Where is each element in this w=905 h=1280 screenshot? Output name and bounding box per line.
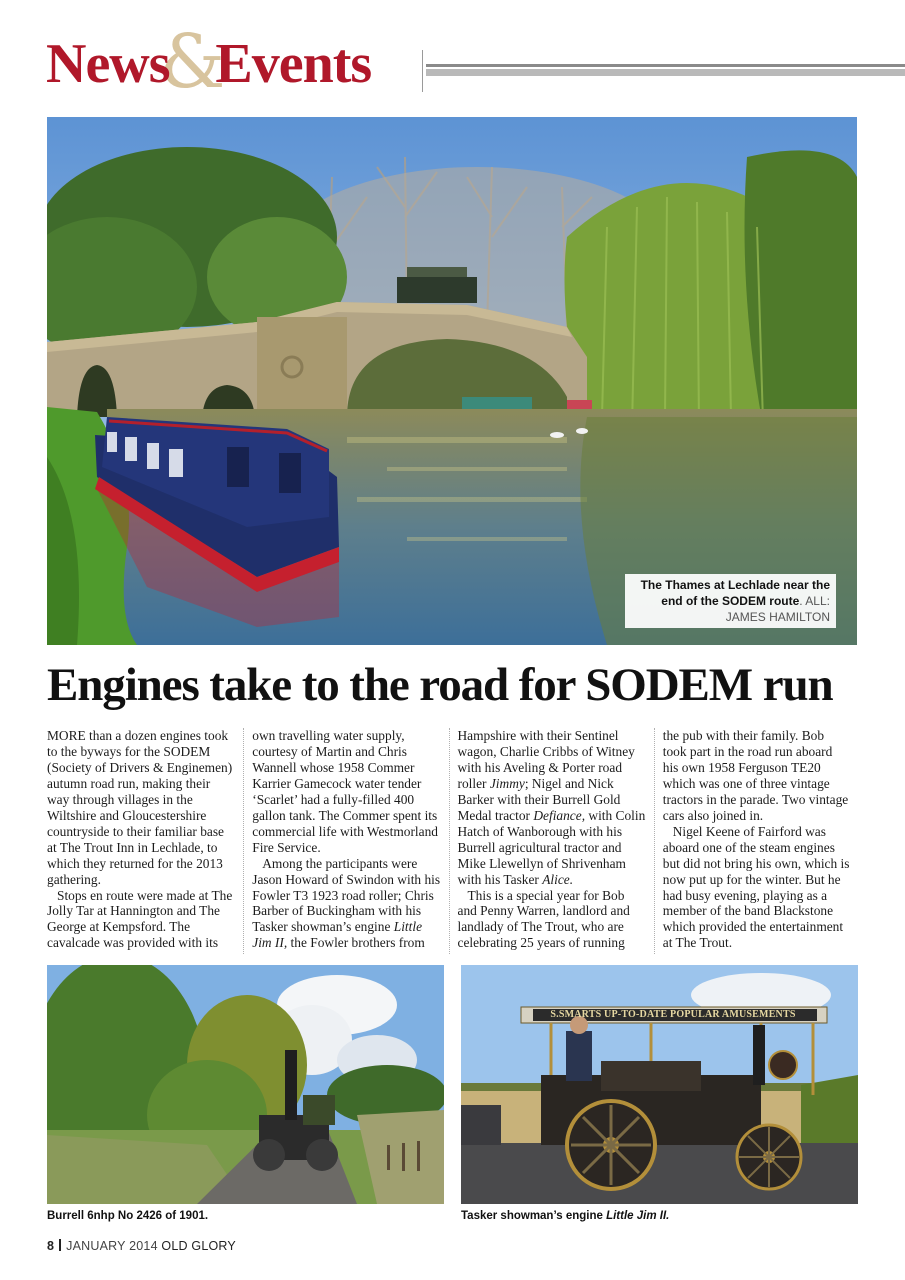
text-run: Hampshire with their Sentinel wagon, Charlie Cribbs of Witney with his Aveling & Porter road roller [457, 728, 635, 791]
engine-name-italic: Jimmy [489, 775, 525, 791]
masthead-word-events: Events [215, 33, 372, 95]
paragraph [458, 728, 646, 888]
article-column-2 [243, 728, 448, 954]
article-column-1 [47, 728, 243, 954]
burrell-photo-caption: Burrell 6nhp No 2426 of 1901. [47, 1210, 209, 1222]
magazine-title: OLD GLORY [161, 1239, 236, 1253]
showmans-sign-text: S.SMARTS UP-TO-DATE POPULAR AMUSEMENTS [550, 1009, 796, 1020]
text-run: with Colin Hatch of Wanborough with his Burrell agricultural tractor and Mike Llewellyn of Shrivenham with his Tasker [457, 807, 646, 887]
paragraph: Nigel Keene of Fairford was aboard one of the steam engines but did not bring his own, which is now put up for the winter. But he had busy evening, playing as a member of the band Blackstone which provided the entertainment at The Trout. [662, 823, 850, 951]
paragraph: Stops en route were made at The Jolly Tar at Hannington and The George at Kempsford. The cavalcade was provided with its [47, 887, 233, 951]
tasker-engine-photo [461, 965, 858, 1204]
paragraph [252, 856, 440, 952]
caption-engine-name: Little Jim II. [606, 1210, 670, 1222]
thames-lechlade-photo [47, 117, 857, 645]
tasker-showmans-engine-illustration [461, 965, 858, 1204]
article-headline: Engines take to the road for SODEM run [47, 659, 833, 711]
text-run: the Fowler brothers from [287, 935, 425, 951]
article-body [47, 728, 859, 954]
header-divider [422, 50, 423, 92]
burrell-engine-lane-illustration [47, 965, 444, 1204]
paragraph: MORE than a dozen engines took to the byways for the SODEM (Society of Drivers & Enginemen) autumn road run, making their way through villages in the Wiltshire and Gloucestershire countryside to their familiar base at The Trout Inn in Lechlade, to which they returned for the 2013 gathering. [47, 728, 233, 887]
article-column-3 [449, 728, 654, 954]
header-rule [426, 64, 905, 76]
article-column-4 [654, 728, 859, 954]
page-footer [47, 1239, 236, 1253]
paragraph: the pub with their family. Bob took part in the road run aboard his own 1958 Ferguson TE20 which was one of three vintage tractors in the parade. Two vintage cars also joined in. [662, 728, 849, 823]
thames-bridge-narrowboat-illustration [47, 117, 857, 645]
main-photo-caption-title: The Thames at Lechlade near the end of the SODEM route [640, 578, 830, 608]
engine-name-italic: Little Jim II, [252, 919, 423, 951]
photo-credit: . ALL: JAMES HAMILTON [725, 594, 830, 624]
engine-name-italic: Alice. [542, 871, 574, 887]
tasker-photo-caption [461, 1210, 669, 1222]
issue-date: JANUARY 2014 [66, 1239, 158, 1253]
news-events-masthead [46, 18, 372, 105]
masthead-word-news: News [46, 33, 170, 95]
caption-text: Tasker showman’s engine [461, 1210, 607, 1222]
footer-separator [59, 1239, 61, 1251]
engine-name-italic: Defiance, [533, 807, 586, 823]
burrell-engine-photo [47, 965, 444, 1204]
paragraph: own travelling water supply, courtesy of Martin and Chris Wannell whose 1958 Commer Karrier Gamecock water tender ‘Scarlet’ had a fully-filled 400 gallon tank. The Commer spent its commercial life with Westmorland Fire Service. [252, 728, 438, 855]
page-number: 8 [47, 1239, 55, 1253]
text-run: Among the participants were Jason Howard of Swindon with his Fowler T3 1923 road roller; Chris Barber of Buckingham with his Tasker showman’s engine [252, 855, 441, 935]
masthead-ampersand: & [159, 18, 226, 105]
section-header [46, 18, 905, 105]
text-run: ; Nigel and Nick Barker with their Burrell Gold Medal tractor [457, 775, 621, 823]
paragraph: This is a special year for Bob and Penny Warren, landlord and landlady of The Trout, who are celebrating 25 years of running [457, 887, 630, 951]
main-photo-caption [625, 574, 836, 628]
